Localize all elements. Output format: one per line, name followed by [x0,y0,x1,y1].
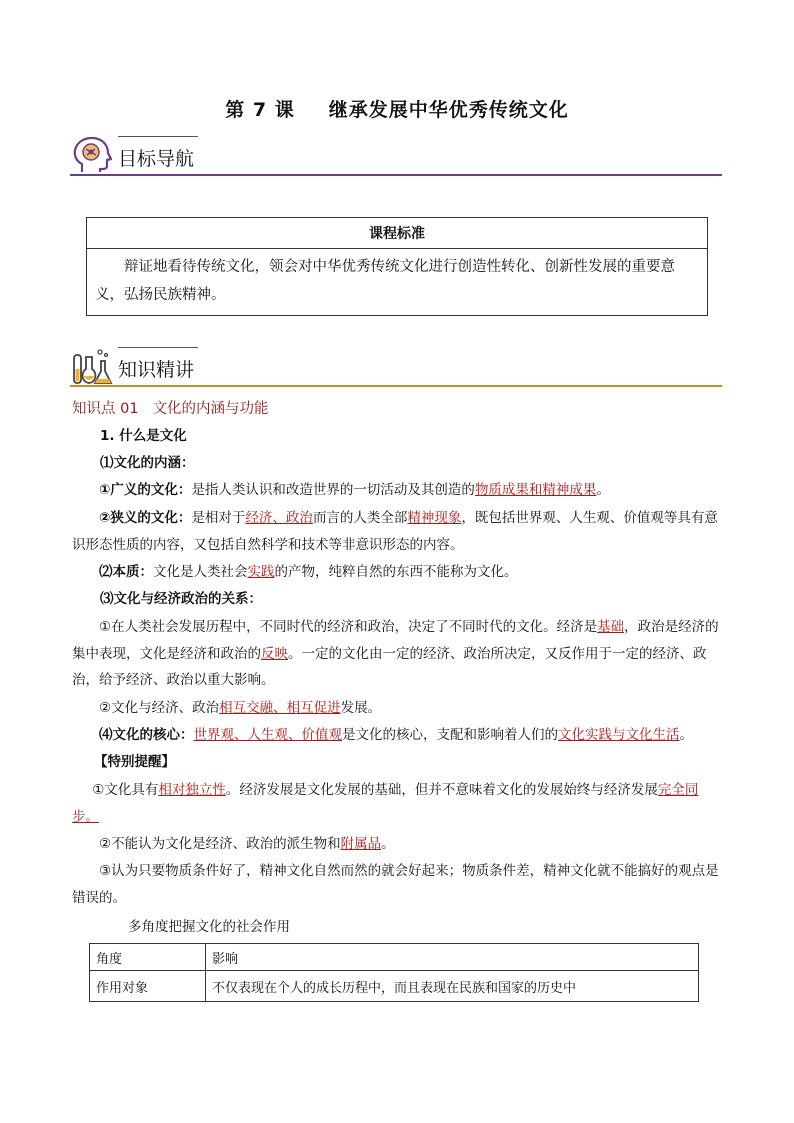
table-caption: 多角度把握文化的社会作用 [128,919,290,935]
heading-connotation: ⑴文化的内涵： [100,455,195,471]
section-goal-navigation [70,134,722,178]
course-standard-table [86,217,708,316]
paragraph-reminder-1: ①文化具有相对独立性。经济发展是文化发展的基础，但并不意味着文化的发展始终与经济发展完全同步。 [72,782,699,825]
paragraph-relation-2: ②文化与经济、政治相互交融、相互促进发展。 [99,700,382,716]
lesson-name: 继承发展中华优秀传统文化 [328,99,569,121]
lab-flask-icon [70,345,114,389]
knowledge-point-title: 知识点 01 文化的内涵与功能 [72,401,269,417]
page-title [0,95,794,122]
paragraph-reminder-3: ③认为只要物质条件好了，精神文化自然而然的就会好起来；物质条件差，精神文化就不能搞好的观点是错误的。 [72,863,719,906]
heading-special-reminder: 【特别提醒】 [94,754,175,770]
social-function-table [89,943,699,1002]
table-cell: 作用对象 [90,971,206,1002]
heading-relation: ⑶文化与经济政治的关系： [100,591,262,607]
paragraph-core: ⑷文化的核心：世界观、人生观、价值观是文化的核心，支配和影响着人们的文化实践与文化生活。 [99,727,693,743]
table-cell: 角度 [90,944,206,971]
paragraph-broad-culture: ①广义的文化：是指人类认识和改造世界的一切活动及其创造的物质成果和精神成果。 [99,482,610,498]
paragraph-narrow-culture: ②狭义的文化：是相对于经济、政治而言的人类全部精神现象，既包括世界观、人生观、价值观等具有意识形态性质的内容，又包括自然科学和技术等非意识形态的内容。 [72,510,718,553]
standard-header: 课程标准 [87,218,708,249]
heading-top-line [118,347,198,348]
heading-top-line [118,136,198,137]
section-rule [70,385,722,387]
paragraph-relation-1: ①在人类社会发展历程中，不同时代的经济和政治，决定了不同时代的文化。经济是基础，政治是经济的集中表现，文化是经济和政治的反映。一定的文化由一定的经济、政治所决定，又反作用于一定的经济、政治，给予经济、政治以重大影响。 [72,619,719,688]
head-brain-icon [70,134,114,178]
section-label: 知识精讲 [118,359,195,381]
section-label: 目标导航 [118,148,195,170]
paragraph-reminder-2: ②不能认为文化是经济、政治的派生物和附属品。 [99,836,395,852]
heading-what-is-culture: 1. 什么是文化 [100,428,187,444]
table-cell: 影响 [206,944,699,971]
paragraph-essence: ⑵本质：文化是人类社会实践的产物，纯粹自然的东西不能称为文化。 [99,564,518,580]
lesson-number: 第 7 课 [225,99,295,121]
standard-body: 辩证地看待传统文化，领会对中华优秀传统文化进行创造性转化、创新性发展的重要意义，弘扬民族精神。 [87,249,708,316]
table-row [90,944,699,971]
table-cell: 不仅表现在个人的成长历程中，而且表现在民族和国家的历史中 [206,971,699,1002]
section-knowledge [70,345,722,389]
section-rule [70,174,722,176]
table-row [90,971,699,1002]
